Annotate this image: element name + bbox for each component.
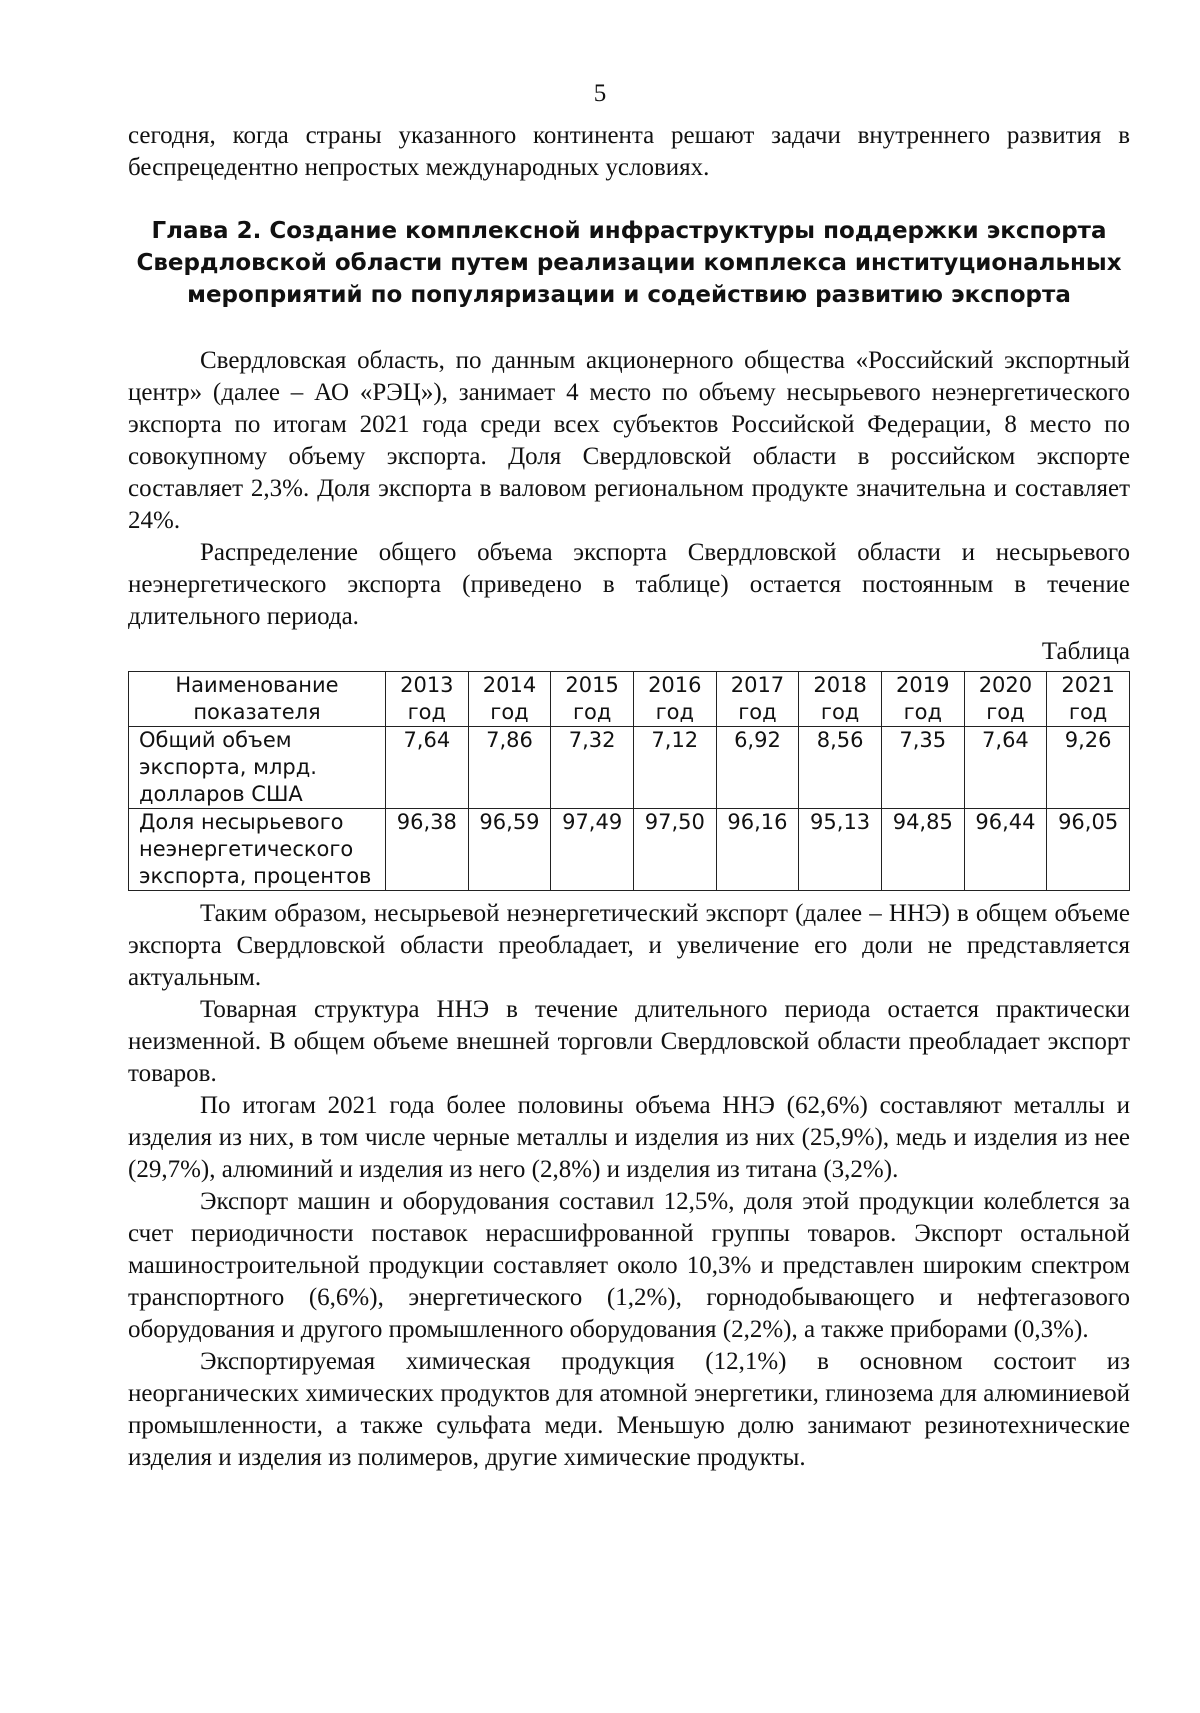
intro-text [128,345,1130,633]
paragraph: Таким образом, несырьевой неэнергетический экспорт (далее – ННЭ) в общем объеме экспорта Свердловской области преобладает, и увеличение его доли не представляется актуальным. [128,900,1130,991]
year-header: 2014 год [468,672,551,727]
value-cell: 97,49 [551,809,634,891]
value-cell: 96,05 [1047,809,1130,891]
value-cell: 97,50 [633,809,716,891]
value-cell: 7,86 [468,727,551,809]
paragraph: По итогам 2021 года более половины объема ННЭ (62,6%) составляют металлы и изделия из них, в том числе черные металлы и изделия из них (25,9%), медь и изделия из нее (29,7%), алюминий и изделия из него (2,8%) и изделия из титана (3,2%). [128,1092,1130,1183]
value-cell: 7,32 [551,727,634,809]
value-cell: 9,26 [1047,727,1130,809]
paragraph: Экспорт машин и оборудования составил 12,5%, доля этой продукции колеблется за счет периодичности поставок нерасшифрованной группы товаров. Экспорт остальной машиностроительной продукции составляет около 10,3% и представлен широким спектром транспортного (6,6%), энергетического (1,2%), горнодобывающего и нефтегазового оборудования и другого промышленного оборудования (2,2%), а также приборами (0,3%). [128,1188,1130,1343]
year-header: 2017 год [716,672,799,727]
year-header: 2019 год [881,672,964,727]
table-row [129,809,1130,891]
row-label: Общий объем экспорта, млрд. долларов США [129,727,386,809]
value-cell: 96,16 [716,809,799,891]
value-cell: 6,92 [716,727,799,809]
page-number: 5 [593,80,607,107]
heading-line: Свердловской области путем реализации комплекса институциональных [136,250,1122,276]
paragraph: Экспортируемая химическая продукция (12,1%) в основном состоит из неорганических химических продуктов для атомной энергетики, глинозема для алюминиевой промышленности, а также сульфата меди. Меньшую долю занимают резинотехнические изделия и изделия из полимеров, другие химические продукты. [128,1348,1130,1471]
continued-text [128,120,1130,184]
heading-line: Глава 2. Создание комплексной инфраструктуры поддержки экспорта [151,218,1107,244]
continued-paragraph: сегодня, когда страны указанного континента решают задачи внутреннего развития в беспрецедентно непростых международных условиях. [128,122,1130,181]
analysis-text [128,898,1130,1474]
table-caption: Таблица [1041,638,1130,665]
value-cell: 8,56 [799,727,882,809]
paragraph: Распределение общего объема экспорта Свердловской области и несырьевого неэнергетического экспорта (приведено в таблице) остается постоянным в течение длительного периода. [128,539,1130,630]
value-cell: 96,44 [964,809,1047,891]
value-cell: 94,85 [881,809,964,891]
year-header: 2020 год [964,672,1047,727]
table-row [129,727,1130,809]
export-table [128,671,1130,891]
value-cell: 7,64 [386,727,469,809]
year-header: 2015 год [551,672,634,727]
chapter-heading [128,215,1130,311]
value-cell: 7,35 [881,727,964,809]
paragraph: Свердловская область, по данным акционерного общества «Российский экспортный центр» (далее – АО «РЭЦ»), занимает 4 место по объему несырьевого неэнергетического экспорта по итогам 2021 года среди всех субъектов Российской Федерации, 8 место по совокупному объему экспорта. Доля Свердловской области в российском экспорте составляет 2,3%. Доля экспорта в валовом региональном продукте значительна и составляет 24%. [128,347,1130,534]
row-label: Доля несырьевого неэнергетического экспорта, процентов [129,809,386,891]
header-label-cell: Наименование показателя [129,672,386,727]
heading-line: мероприятий по популяризации и содействию развитию экспорта [187,282,1071,308]
paragraph: Товарная структура ННЭ в течение длительного периода остается практически неизменной. В общем объеме внешней торговли Свердловской области преобладает экспорт товаров. [128,996,1130,1087]
year-header: 2018 год [799,672,882,727]
table-header-row [129,672,1130,727]
value-cell: 7,64 [964,727,1047,809]
year-header: 2016 год [633,672,716,727]
value-cell: 96,59 [468,809,551,891]
value-cell: 96,38 [386,809,469,891]
year-header: 2013 год [386,672,469,727]
value-cell: 95,13 [799,809,882,891]
year-header: 2021 год [1047,672,1130,727]
value-cell: 7,12 [633,727,716,809]
